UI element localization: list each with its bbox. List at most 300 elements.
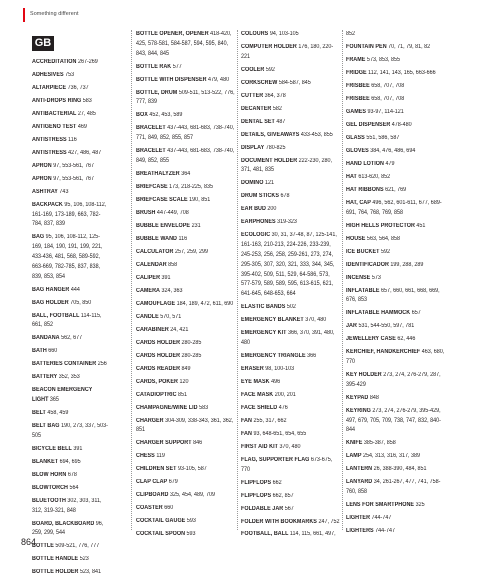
index-entry: [136, 491, 236, 501]
index-page-refs: 366: [305, 352, 317, 359]
index-page-refs: 444: [69, 286, 80, 293]
index-entry: [346, 82, 446, 92]
index-term: EAR BUD: [241, 206, 266, 213]
index-term: FLIPFLOPS: [241, 492, 272, 499]
index-term: APRON: [32, 162, 52, 169]
index-page-refs: 744-747: [373, 528, 395, 535]
index-entry: [32, 188, 110, 198]
index-page-refs: 678: [66, 471, 77, 478]
index-page-refs: 582: [271, 105, 282, 112]
index-term: COOLER: [241, 66, 265, 73]
index-page-refs: 370, 480: [277, 443, 301, 450]
index-term: BOTTLE, DRUM: [136, 89, 178, 96]
index-term: ECOLOGIC: [241, 232, 271, 239]
index-entry: [136, 170, 236, 180]
index-entry: [241, 30, 341, 40]
index-term: HAT RIBBONS: [346, 186, 384, 193]
index-page-refs: 116: [66, 136, 77, 143]
index-term: BREATHALYZER: [136, 170, 180, 177]
index-term: DETAILS, GIVEAWAYS: [241, 131, 300, 138]
index-term: BRIEFCASE: [136, 183, 168, 190]
index-entry: [346, 199, 446, 219]
index-term: BALL, FOOTBALL: [32, 312, 80, 319]
index-entry: [346, 527, 446, 537]
index-entry: [241, 218, 341, 228]
index-term: BLANKET: [32, 458, 59, 465]
index-entry: [32, 312, 110, 332]
index-term: FACE SHIELD: [241, 404, 278, 411]
index-entry: [32, 175, 110, 185]
index-page-refs: 469: [76, 123, 87, 130]
index-term: BRACELET: [136, 148, 166, 155]
index-term: GLASS: [346, 134, 365, 141]
index-page-refs: 487: [274, 118, 286, 125]
index-term: FAN: [241, 417, 252, 424]
index-entry: [241, 144, 341, 154]
index-page-refs: 846: [191, 440, 203, 447]
index-entry: [136, 365, 236, 375]
index-entry: [346, 160, 446, 170]
index-entry: [136, 147, 236, 167]
index-term: LANYARD: [346, 479, 373, 486]
index-page-refs: 744-747: [370, 515, 392, 522]
index-page-refs: 852: [346, 31, 356, 37]
index-page-refs: 184, 189, 472, 611, 690: [175, 300, 234, 307]
index-entry: [346, 95, 446, 105]
index-entry: [32, 471, 110, 481]
index-page-refs: 364: [179, 170, 191, 177]
index-page-refs: 190, 273, 337, 503-505: [32, 423, 108, 439]
index-entry: [346, 465, 446, 475]
index-entry: [136, 517, 236, 527]
index-page-refs: 753: [63, 71, 75, 78]
index-page-refs: 324, 363: [159, 287, 183, 294]
index-page-refs: 570, 571: [158, 313, 182, 320]
index-column-2: [136, 30, 236, 543]
index-entry: [241, 479, 341, 489]
index-entry: [346, 134, 446, 144]
column-divider: [237, 30, 238, 530]
index-entry: [346, 452, 446, 462]
index-page-refs: 352, 353: [57, 374, 80, 381]
index-page-refs: 27, 485: [76, 110, 96, 117]
index-term: INCENSE: [346, 274, 371, 281]
index-entry: [346, 394, 446, 404]
index-term: GEL DISPENSER: [346, 121, 391, 128]
index-page-refs: 694, 695: [58, 458, 81, 465]
index-page-refs: 325: [414, 502, 425, 509]
index-page-refs: 613-620, 852: [356, 173, 391, 180]
index-entry: [241, 303, 341, 313]
index-term: BOTTLE OPENER, OPENER: [136, 31, 209, 37]
index-term: GAMES: [346, 108, 367, 115]
index-entry: [241, 378, 341, 388]
index-entry: [241, 157, 341, 177]
index-term: COASTER: [136, 505, 163, 512]
index-entry: [32, 422, 110, 442]
index-page-refs: 658, 707, 708: [369, 95, 405, 102]
index-entry: [346, 501, 446, 511]
index-page-refs: 302, 303, 311, 312, 319-321, 848: [32, 497, 102, 514]
index-entry: [241, 79, 341, 89]
index-page-refs: 458, 459: [45, 410, 69, 417]
column-divider: [342, 30, 343, 530]
index-entry: [346, 261, 446, 271]
index-term: ANTISTRESS: [32, 149, 67, 156]
index-term: BAG HOLDER: [32, 299, 69, 306]
index-page-refs: 593: [185, 518, 196, 525]
index-page-refs: 551, 586, 587: [364, 134, 400, 141]
index-page-refs: 621, 769: [383, 186, 407, 193]
index-entry: [32, 347, 110, 357]
index-entry: [346, 439, 446, 449]
index-page-refs: 736, 737: [66, 84, 89, 91]
index-page-refs: 93, 648-651, 654, 655: [251, 430, 307, 437]
index-entry: [136, 313, 236, 323]
index-term: CALCULATOR: [136, 248, 174, 255]
index-page-refs: 70, 71, 79, 81, 82: [386, 43, 431, 50]
index-term: EARPHONES: [241, 219, 276, 226]
index-entry: [136, 478, 236, 488]
index-entry: [346, 407, 446, 436]
index-term: BUBBLE ENVELOPE: [136, 222, 191, 229]
index-entry: [32, 497, 110, 517]
index-page-refs: 30, 31, 37-48, 87, 125-141, 161-163, 210-213, 224-226, 233-239, 245-253, 256, 258, 259-261, 273, 274, 295-305, 307, 320, 321, 333, 344, 345, 395-402, 509, 511, 529, 64-586, 573, 577-579, 589, 589, 595, 613-615, 621, 641-645, 648-653, 664: [241, 232, 337, 298]
index-page-refs: 851: [176, 391, 188, 398]
index-term: BACKPACK: [32, 201, 63, 208]
index-term: BELT BAG: [32, 423, 60, 430]
index-page-refs: 678: [278, 193, 290, 200]
index-page-refs: 657: [410, 310, 421, 317]
index-term: CHAMPAGNE/WINE LID: [136, 404, 198, 411]
index-entry: [346, 348, 446, 368]
index-term: BOTTLE HANDLE: [32, 556, 79, 563]
index-entry: [32, 71, 110, 81]
index-entry: [32, 136, 110, 146]
index-entry: [241, 456, 341, 476]
index-term: BAG HANGER: [32, 286, 70, 293]
index-term: ALTARPIECE: [32, 84, 67, 91]
index-term: FOLDER WITH BOOKMARKS: [241, 518, 317, 525]
index-page-refs: 447-449, 708: [155, 209, 189, 216]
index-entry: [136, 404, 236, 414]
index-term: ANTI-DROPS RING: [32, 97, 82, 104]
index-term: LENS FOR SMARTPHONE: [346, 502, 415, 509]
index-term: CARDS HOLDER: [136, 352, 181, 359]
index-page-refs: 96, 259, 299, 544: [32, 520, 104, 537]
index-page-refs: 384, 476, 486, 694: [368, 147, 416, 154]
index-page-refs: 660: [162, 505, 174, 512]
index-page-refs: 199, 288, 289: [388, 261, 424, 268]
index-term: BOARD, BLACKBOARD: [32, 520, 95, 527]
index-page-refs: 427, 486, 487: [66, 149, 102, 156]
index-page-refs: 94, 103-105: [268, 31, 299, 37]
index-term: KEYPAD: [346, 394, 369, 401]
index-term: FOLDABLE JAR: [241, 505, 284, 512]
index-term: CARDS READER: [136, 365, 181, 372]
index-term: HIGH HELLS PROTECTOR: [346, 222, 415, 229]
index-term: CANDLE: [136, 313, 159, 320]
index-entry: [241, 404, 341, 414]
index-page-refs: 662: [271, 479, 282, 486]
index-entry: [32, 458, 110, 468]
index-page-refs: 200: [265, 206, 277, 213]
index-entry: [32, 58, 110, 68]
index-page-refs: 437-443, 681-683, 738-740, 771, 849, 852, 855, 857: [136, 125, 235, 142]
index-entry: [346, 56, 446, 66]
index-entry: [346, 235, 446, 245]
index-term: ACCREDITATION: [32, 59, 77, 65]
index-page-refs: 523: [78, 556, 89, 563]
index-term: INFLATABLE: [346, 287, 380, 294]
index-term: IDENTIFICADOR: [346, 261, 389, 268]
index-page-refs: 478-480: [390, 121, 412, 128]
index-entry: [346, 274, 446, 284]
index-term: KERCHIEF, HANDKERCHIEF: [346, 349, 421, 356]
index-page-refs: 95, 106, 108-112, 125-169, 184, 190, 191, 199, 221, 433-436, 481, 568, 589-592, 663-669, 782-785, 837, 838, 839, 853, 854: [32, 234, 103, 280]
index-term: KEYRING: [346, 407, 371, 414]
index-page-refs: 583: [81, 97, 92, 104]
index-page-refs: 662, 857: [271, 492, 294, 499]
index-term: COCKTAIL GAUGE: [136, 518, 186, 525]
index-page-refs: 858: [166, 261, 178, 268]
index-entry: [346, 287, 446, 307]
index-entry: [346, 121, 446, 131]
index-page-refs: 452, 453, 589: [147, 112, 183, 119]
index-entry: [136, 124, 236, 144]
index-page-refs: 24, 421: [168, 326, 189, 333]
index-entry: [32, 97, 110, 107]
index-term: CHARGER SUPPORT: [136, 440, 192, 447]
index-page-refs: 496: [269, 378, 281, 385]
index-term: ANTIBACTERIAL: [32, 110, 77, 117]
index-entry: [32, 542, 110, 552]
index-page-refs: 583: [197, 404, 209, 411]
index-term: DENTAL SET: [241, 118, 275, 125]
index-entry: [136, 235, 236, 245]
index-page-refs: 93-97, 114-121: [366, 108, 404, 115]
index-entry: [241, 329, 341, 349]
index-page-refs: 200, 201: [273, 391, 296, 398]
index-term: BEACON EMERGENCY LIGHT: [32, 387, 93, 404]
index-page-refs: 93-105, 587: [176, 466, 207, 473]
index-entry: [136, 209, 236, 219]
index-entry: [136, 391, 236, 401]
index-page-refs: 319-323: [275, 219, 297, 226]
index-entry: [241, 192, 341, 202]
index-term: ASHTRAY: [32, 188, 58, 195]
index-page-refs: 567: [283, 505, 294, 512]
index-column-3: [241, 30, 341, 543]
index-page-refs: 660: [46, 348, 58, 355]
index-term: EMERGENCY BLANKET: [241, 317, 304, 324]
index-entry: [136, 261, 236, 271]
index-entry: [32, 445, 110, 455]
index-page-refs: 97, 553-561, 767: [51, 162, 95, 169]
index-page-refs: 523, 841: [78, 569, 102, 576]
index-entry: [346, 69, 446, 79]
index-page-refs: 479: [383, 160, 395, 167]
index-term: CLAP CLAP: [136, 479, 168, 486]
index-entry: [32, 299, 110, 309]
index-page-refs: 116: [177, 235, 188, 242]
index-page-refs: 247, 752: [316, 518, 340, 525]
index-page-refs: 267-269: [76, 59, 98, 65]
section-header: Something different: [30, 11, 79, 17]
index-entry: [136, 326, 236, 336]
index-term: HAT, CAP: [346, 199, 371, 206]
index-term: BUBBLE WAND: [136, 235, 178, 242]
index-term: ELASTIC BANDS: [241, 304, 286, 311]
index-page-refs: 364, 378: [263, 92, 286, 99]
index-term: BATH: [32, 348, 47, 355]
index-page-refs: 391: [160, 274, 171, 281]
index-page-refs: 437-443, 681-683, 738-740, 849, 852, 855: [136, 148, 235, 164]
index-entry: [136, 504, 236, 514]
index-term: BOTTLE RAK: [136, 63, 172, 70]
index-page-refs: 451: [414, 222, 426, 229]
index-page-refs: 257, 259, 299: [173, 248, 208, 255]
index-page-refs: 190, 851: [187, 196, 211, 203]
index-page-refs: 222-230, 280, 371, 481, 835: [241, 157, 333, 174]
index-term: CLIPBOARD: [136, 492, 169, 499]
index-page-refs: 509-521, 776, 777: [53, 543, 100, 550]
index-term: BLUETOOTH: [32, 497, 66, 504]
index-entry: [346, 514, 446, 524]
index-term: EMERGENCY KIT: [241, 330, 287, 337]
index-page-refs: 273, 274, 276-279, 395-429, 497, 679, 705, 709, 738, 747, 832, 840-844: [346, 407, 441, 434]
column-divider: [131, 30, 132, 530]
index-term: CALENDAR: [136, 261, 167, 268]
index-entry: [241, 391, 341, 401]
index-page-refs: 573, 853, 855: [365, 56, 400, 63]
index-term: ANTIGENO TEST: [32, 123, 77, 130]
index-term: BAG: [32, 234, 45, 241]
index-entry: [241, 316, 341, 326]
index-term: BLOW HORN: [32, 471, 67, 478]
index-entry: [346, 173, 446, 183]
index-entry: [241, 492, 341, 502]
index-term: LAMP: [346, 453, 362, 460]
index-entry: [136, 222, 236, 232]
index-term: CHARGER: [136, 417, 164, 424]
index-page-refs: 370, 480: [303, 317, 327, 324]
index-page-refs: 562, 677: [59, 335, 83, 342]
index-term: CHILDREN SET: [136, 466, 177, 473]
index-page-refs: 26, 388-390, 484, 851: [372, 466, 427, 473]
index-page-refs: 476: [277, 404, 288, 411]
index-term: COCKTAIL SPOON: [136, 531, 186, 538]
index-page-refs: 673-675, 770: [241, 456, 333, 473]
index-entry: [136, 274, 236, 284]
index-entry: [32, 334, 110, 344]
index-entry: [241, 205, 341, 215]
index-page-refs: 577: [171, 63, 182, 70]
index-entry: [136, 352, 236, 362]
index-term: DRUM STICKS: [241, 193, 279, 200]
index-page-refs: 34, 261-267, 477, 741, 758-760, 858: [346, 479, 441, 496]
index-entry: [136, 111, 236, 121]
index-entry: [32, 360, 110, 370]
index-entry: [32, 386, 110, 406]
index-entry: [346, 186, 446, 196]
index-entry: [346, 248, 446, 258]
index-term: HAND LOTION: [346, 160, 384, 167]
index-term: HAT: [346, 173, 357, 180]
index-entry: [241, 365, 341, 375]
index-term: LIGHTER: [346, 515, 371, 522]
index-entry: [136, 417, 236, 437]
index-entry: [32, 110, 110, 120]
index-entry: [136, 248, 236, 258]
index-term: COLOURS: [241, 31, 269, 37]
index-page-refs: 95, 106, 108-112, 161-169, 173-189, 663, 782-784, 837, 839: [32, 201, 107, 228]
index-page-refs: 280-285: [180, 352, 202, 359]
page-number: 864: [21, 537, 37, 547]
index-term: CALIPER: [136, 274, 161, 281]
index-entry: [32, 568, 110, 578]
index-term: JAR: [346, 323, 357, 330]
index-entry: [136, 183, 236, 193]
index-term: BRUSH: [136, 209, 156, 216]
index-term: BICYCLE BELL: [32, 445, 72, 452]
index-term: BELT: [32, 410, 46, 417]
index-page-refs: 97, 553-561, 767: [51, 175, 95, 182]
index-term: FRISBEE: [346, 82, 370, 89]
index-term: APRON: [32, 175, 52, 182]
index-term: DISPLAY: [241, 144, 265, 151]
index-term: BRACELET: [136, 125, 166, 132]
index-term: JEWELLERY CASE: [346, 336, 396, 343]
index-entry: [241, 417, 341, 427]
index-entry: [241, 179, 341, 189]
index-term: FOUNTAIN PEN: [346, 43, 387, 50]
index-term: FRAME: [346, 56, 366, 63]
index-entry: [32, 484, 110, 494]
index-page-refs: 593: [185, 531, 196, 538]
index-entry: [32, 233, 110, 282]
index-page-refs: 325, 454, 489, 709: [168, 492, 216, 499]
index-term: BOTTLE WITH DISPENSER: [136, 76, 207, 83]
index-entry: [346, 309, 446, 319]
index-page-refs: 509-511, 513-522, 776, 777, 839: [136, 89, 235, 106]
index-term: FACE MASK: [241, 391, 274, 398]
index-entry: [241, 443, 341, 453]
index-page-refs: 98, 100-103: [263, 365, 295, 372]
index-term: LIGHTERS: [346, 528, 374, 535]
index-page-refs: 280-285: [180, 339, 202, 346]
index-page-refs: 418-420, 425, 578-581, 584-587, 594, 595, 840, 843, 844, 845: [136, 31, 232, 57]
index-page-refs: 463, 680, 770: [346, 349, 445, 366]
index-entry: [241, 66, 341, 76]
index-entry: [136, 339, 236, 349]
index-term: BOX: [136, 112, 148, 119]
index-page-refs: 479, 480: [206, 76, 230, 83]
index-page-refs: 679: [167, 479, 178, 486]
index-entry: [136, 196, 236, 206]
index-entry: [136, 63, 236, 73]
index-page-refs: 433-453, 855: [299, 131, 333, 138]
index-entry: [346, 478, 446, 498]
index-term: COMPUTER HOLDER: [241, 43, 297, 50]
index-term: BATTERY: [32, 374, 58, 381]
index-term: BRIEFCASE SCALE: [136, 196, 188, 203]
index-entry: [136, 89, 236, 109]
index-page-refs: 563, 564, 858: [365, 235, 400, 242]
index-term: BATTERIES CONTAINER: [32, 361, 97, 368]
index-entry: [241, 518, 341, 528]
index-page-refs: 304-309, 338-343, 361, 362, 851: [136, 417, 234, 434]
